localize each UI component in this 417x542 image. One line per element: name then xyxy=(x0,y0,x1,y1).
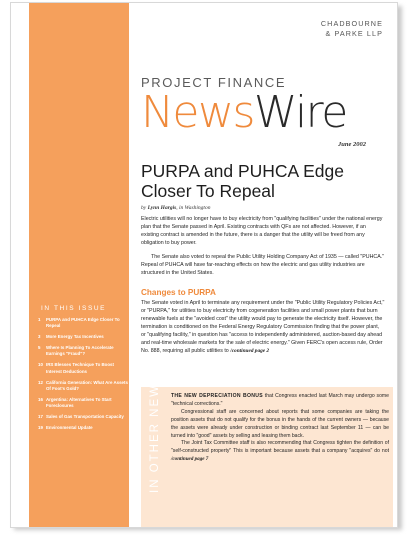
list-item[interactable] xyxy=(29,334,129,340)
issue-label: Argentina: Alternatives To Start Foreclosures xyxy=(46,396,112,409)
other-news-paragraph-1-rest: that Congress enacted last March may undergo some "technical corrections." xyxy=(171,393,389,407)
in-other-news-box xyxy=(141,374,393,528)
firm-logo xyxy=(321,19,383,38)
article-byline xyxy=(141,205,210,211)
masthead-subtitle: PROJECT FINANCE xyxy=(141,75,287,90)
list-item[interactable] xyxy=(29,414,129,420)
firm-name-line1: CHADBOURNE xyxy=(320,19,383,28)
article-paragraph-3-text: The Senate voted in April to terminate any requirement under the "Public Utility Regulatory Policies Act," or "PURPA," for utilities to buy electricity from cogeneration facilities and small power plants that burn renewable fuels at the "avoided cost" the utility would pay to generate the electricity itself. However, the termination is conditioned on the Federal Energy Regulatory Commission finding that the power plant, or "qualifying facility," in question has "access to independently administered, auction-based day ahead and real-time wholesale markets for the sale of electric energy." Given FERC's open access rule, Order No. 888, requiring all public utilities to xyxy=(141,300,385,355)
byline-prefix: by xyxy=(141,205,147,211)
issue-page-number: 5 xyxy=(38,345,41,351)
issue-date: June 2002 xyxy=(338,141,366,148)
issue-label: Where Is Planning To Accelerate Earnings "Fraud"? xyxy=(46,345,114,357)
in-other-news-label: IN OTHER NEWS xyxy=(149,374,161,493)
masthead-title xyxy=(141,87,347,138)
list-item[interactable] xyxy=(29,397,129,409)
issue-page-number: 1 xyxy=(38,317,41,322)
article-headline: PURPA and PUHCA Edge Closer To Repeal xyxy=(141,161,344,202)
in-other-news-text xyxy=(171,393,389,464)
issue-list xyxy=(29,317,129,431)
in-this-issue-title: IN THIS ISSUE xyxy=(41,305,107,312)
issue-label: California Generation: What Are Assets Of Foot's Gold? xyxy=(46,379,128,391)
list-item[interactable] xyxy=(29,380,129,392)
issue-label: PURPA and PUHCA Edge Closer To Repeal xyxy=(46,317,120,329)
in-this-issue xyxy=(29,305,129,436)
byline-suffix: , in Washington xyxy=(176,205,211,211)
masthead-news: News xyxy=(141,87,254,138)
issue-label: More Energy Tax Incentives xyxy=(46,334,104,340)
article-paragraph-3 xyxy=(141,299,385,355)
orange-sidebar xyxy=(29,3,129,528)
issue-page-number: 16 xyxy=(38,396,43,402)
article-paragraph-1: Electric utilities will no longer have to buy electricity from "qualifying facilities" under the national energy plan that the Senate passed in April. Existing contracts with QFs are not affected. However, if an existing contract is amended in the future, there is a danger that the utility will be freed from any obligation to buy power. xyxy=(141,216,383,247)
masthead xyxy=(141,75,347,138)
list-item[interactable] xyxy=(29,345,129,357)
issue-page-number: 12 xyxy=(38,379,43,385)
issue-label: Sales of Gas Transportation Capacity xyxy=(46,414,124,420)
other-news-paragraph-2: Congressional staff are concerned about reports that some companies are taking the position assets that do not qualify for the bonus in the hands of the current owners — because the assets were already under construction or binding contract last September 11 — can be turned into "good" assets by selling and leasing them back. xyxy=(171,408,389,439)
firm-name-line2: & PARKE LLP xyxy=(325,28,383,38)
issue-page-number: 10 xyxy=(38,362,43,368)
section-heading: Changes to PURPA xyxy=(141,288,216,297)
list-item[interactable] xyxy=(29,317,129,329)
issue-label: IRS Blesses Technique To Boost Interest Deductions xyxy=(46,362,114,374)
newsletter-page xyxy=(10,2,398,528)
article-paragraph-2: The Senate also voted to repeal the Public Utility Holding Company Act of 1935 — called "PUHCA." Repeal of PUHCA will have far-reaching effects on how the electric and gas utility industries are structured in the United States. xyxy=(141,254,385,277)
masthead-wire: Wire xyxy=(253,87,347,138)
continued-link[interactable]: /continued page 2 xyxy=(230,348,270,355)
issue-page-number: 19 xyxy=(38,425,43,431)
list-item[interactable] xyxy=(29,425,129,431)
other-news-lead: THE NEW DEPRECIATION BONUS xyxy=(171,393,263,399)
other-news-paragraph-1 xyxy=(171,393,389,409)
list-item[interactable] xyxy=(29,362,129,374)
other-news-continued-link[interactable]: /continued page 7 xyxy=(171,456,209,463)
byline-author: Lynn Hargis xyxy=(147,205,177,211)
other-news-paragraph-3-text: The Joint Tax Committee staff is also recommending that Congress tighten the definition of "self-constructed property" This is important because assets that a company "acquires" do not xyxy=(171,440,389,455)
other-news-paragraph-3 xyxy=(171,440,389,464)
issue-label: Environmental Update xyxy=(46,425,93,431)
issue-page-number: 3 xyxy=(38,334,41,340)
issue-page-number: 17 xyxy=(38,414,43,420)
